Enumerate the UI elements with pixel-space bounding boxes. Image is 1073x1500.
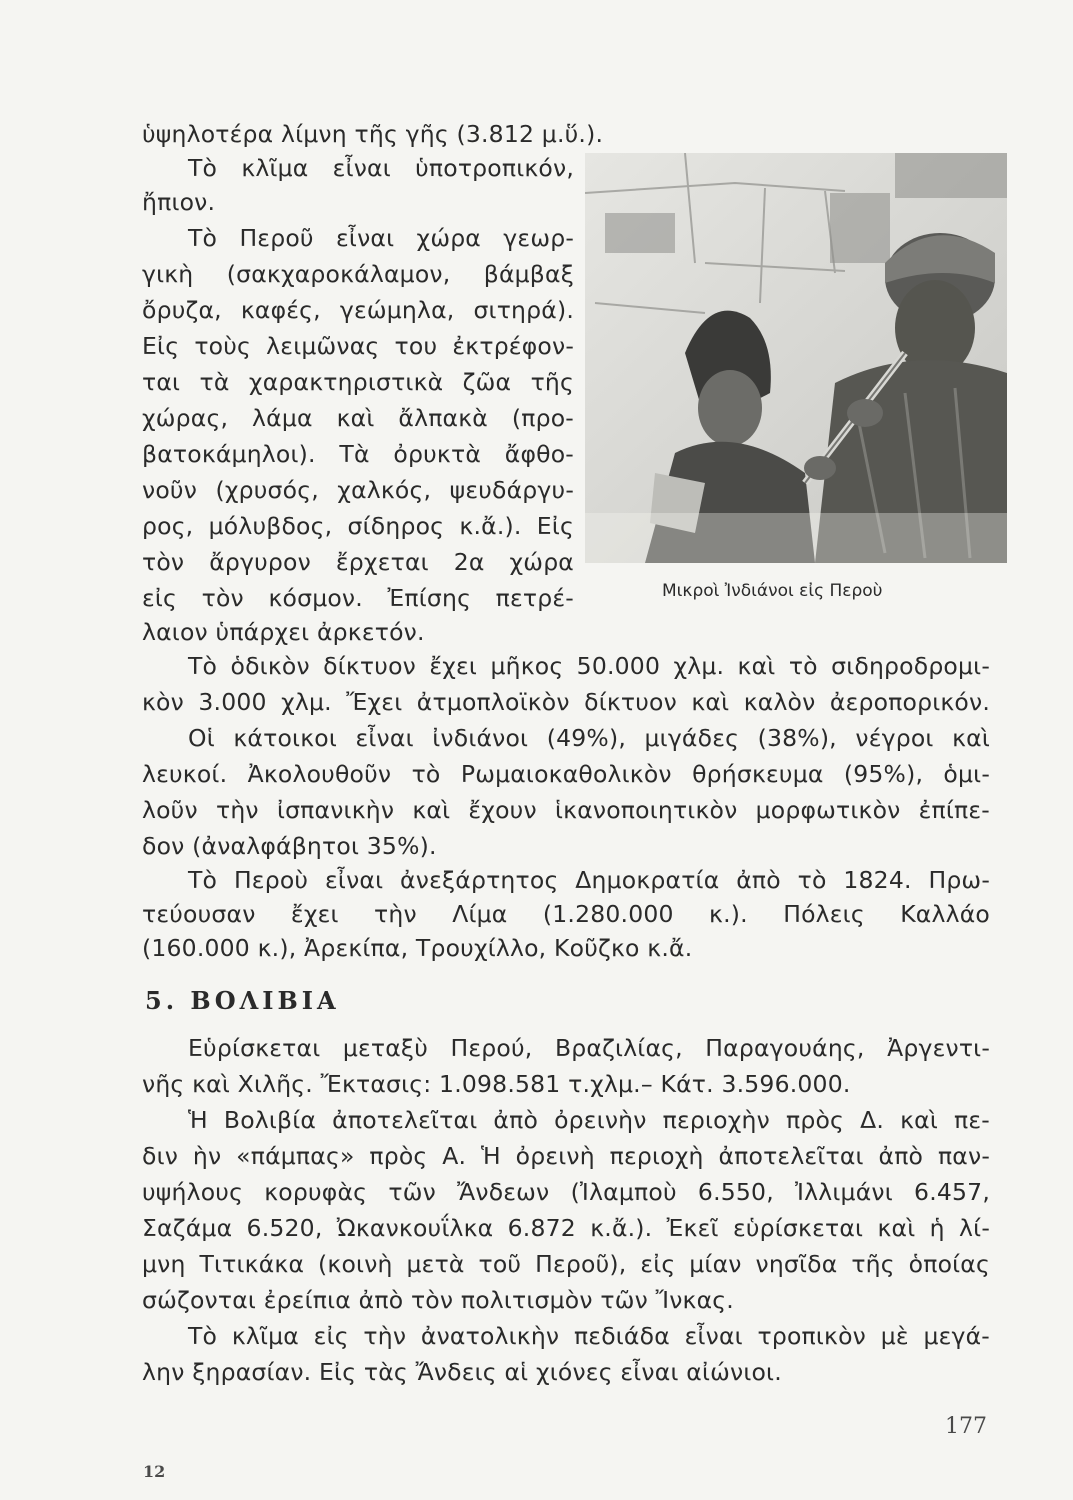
text-line: νοῦν (χρυσός, χαλκός, ψευδάργυ- — [142, 476, 574, 504]
photo-caption: Μικροὶ Ἰνδιάνοι εἰς Περοὺ — [662, 581, 883, 601]
text-line: Τὸ κλῖμα εἰς τὴν ἀνατολικὴν πεδιάδα εἶναι τροπικὸν μὲ μεγά- — [188, 1322, 990, 1350]
text-line: διν ὴν «πάμπας» πρὸς Α. Ἡ ὀρεινὴ περιοχὴ ἀποτελεῖται ἀπὸ παν- — [142, 1142, 990, 1170]
text-line: γικὴ (σακχαροκάλαμον, βάμβαξ — [142, 260, 574, 288]
photo-indian-children — [585, 153, 1007, 563]
text-line: Σαζάμα 6.520, Ὠκανκουΐλκα 6.872 κ.ἄ.). Ἐκεῖ εὑρίσκεται καὶ ἡ λί- — [142, 1214, 990, 1242]
text-line: μνη Τιτικάκα (κοινὴ μετὰ τοῦ Περοῦ), εἰς μίαν νησῖδα τῆς ὁποίας — [142, 1250, 990, 1278]
text-line: λην ξηρασίαν. Εἰς τὰς Ἄνδεις αἱ χιόνες εἶναι αἰώνιοι. — [142, 1358, 782, 1386]
signature-mark: 12 — [143, 1462, 166, 1481]
page-number: 177 — [945, 1414, 987, 1439]
text-line: τεύουσαν ἔχει τὴν Λίμα (1.280.000 κ.). Πόλεις Καλλάο — [142, 900, 990, 928]
text-line: ἤπιον. — [142, 188, 216, 216]
text-line: Οἱ κάτοικοι εἶναι ἰνδιάνοι (49%), μιγάδες (38%), νέγροι καὶ — [188, 724, 990, 752]
text-line: (160.000 κ.), Ἀρεκίπα, Τρουχίλλο, Κοῦζκο κ.ἄ. — [142, 934, 693, 962]
text-line: ὄρυζα, καφές, γεώμηλα, σιτηρά). — [142, 296, 574, 324]
text-line: εἰς τὸν κόσμον. Ἐπίσης πετρέ- — [142, 584, 574, 612]
section-heading: 5. ΒΟΛΙΒΙΑ — [145, 986, 340, 1015]
text-line: Τὸ Περοὺ εἶναι ἀνεξάρτητος Δημοκρατία ἀπὸ τὸ 1824. Πρω- — [188, 866, 990, 894]
text-line: λοῦν τὴν ἰσπανικὴν καὶ ἔχουν ἱκανοποιητικὸν μορφωτικὸν ἐπίπε- — [142, 796, 990, 824]
text-line: σώζονται ἐρείπια ἀπὸ τὸν πολιτισμὸν τῶν Ἴνκας. — [142, 1286, 734, 1314]
text-line: τὸν ἄργυρον ἔρχεται 2α χώρα — [142, 548, 574, 576]
text-line: κὸν 3.000 χλμ. Ἔχει ἀτμοπλοϊκὸν δίκτυον καὶ καλὸν ἀεροπορικόν. — [142, 688, 990, 716]
text-line: Τὸ ὁδικὸν δίκτυον ἔχει μῆκος 50.000 χλμ. καὶ τὸ σιδηροδρομι- — [188, 652, 990, 680]
text-line: Εἰς τοὺς λειμῶνας του ἐκτρέφον- — [142, 332, 574, 360]
text-line: ὑψηλοτέρα λίμνη τῆς γῆς (3.812 μ.ὕ.). — [142, 120, 604, 148]
text-line: νῆς καὶ Χιλῆς. Ἔκτασις: 1.098.581 τ.χλμ.– Κάτ. 3.596.000. — [142, 1070, 851, 1098]
text-line: λαιον ὑπάρχει ἀρκετόν. — [142, 618, 425, 646]
text-line: υψήλους κορυφὰς τῶν Ἄνδεων (Ἰλαμποὺ 6.550, Ἰλλιμάνι 6.457, — [142, 1178, 990, 1206]
text-line: Τὸ κλῖμα εἶναι ὑποτροπικόν, — [188, 154, 574, 182]
text-line: ται τὰ χαρακτηριστικὰ ζῶα τῆς — [142, 368, 574, 396]
text-line: ρος, μόλυβδος, σίδηρος κ.ἄ.). Εἰς — [142, 512, 574, 540]
text-line: Εὑρίσκεται μεταξὺ Περού, Βραζιλίας, Παραγουάης, Ἀργεντι- — [188, 1034, 990, 1062]
text-line: δον (ἀναλφάβητοι 35%). — [142, 832, 437, 860]
text-line: Τὸ Περοῦ εἶναι χώρα γεωρ- — [188, 224, 574, 252]
text-line: χώρας, λάμα καὶ ἄλπακὰ (προ- — [142, 404, 574, 432]
text-line: Ἡ Βολιβία ἀποτελεῖται ἀπὸ ὀρεινὴν περιοχὴν πρὸς Δ. καὶ πε- — [188, 1106, 990, 1134]
text-line: λευκοί. Ἀκολουθοῦν τὸ Ρωμαιοκαθολικὸν θρήσκευμα (95%), ὁμι- — [142, 760, 990, 788]
text-line: βατοκάμηλοι). Τὰ ὀρυκτὰ ἄφθο- — [142, 440, 574, 468]
